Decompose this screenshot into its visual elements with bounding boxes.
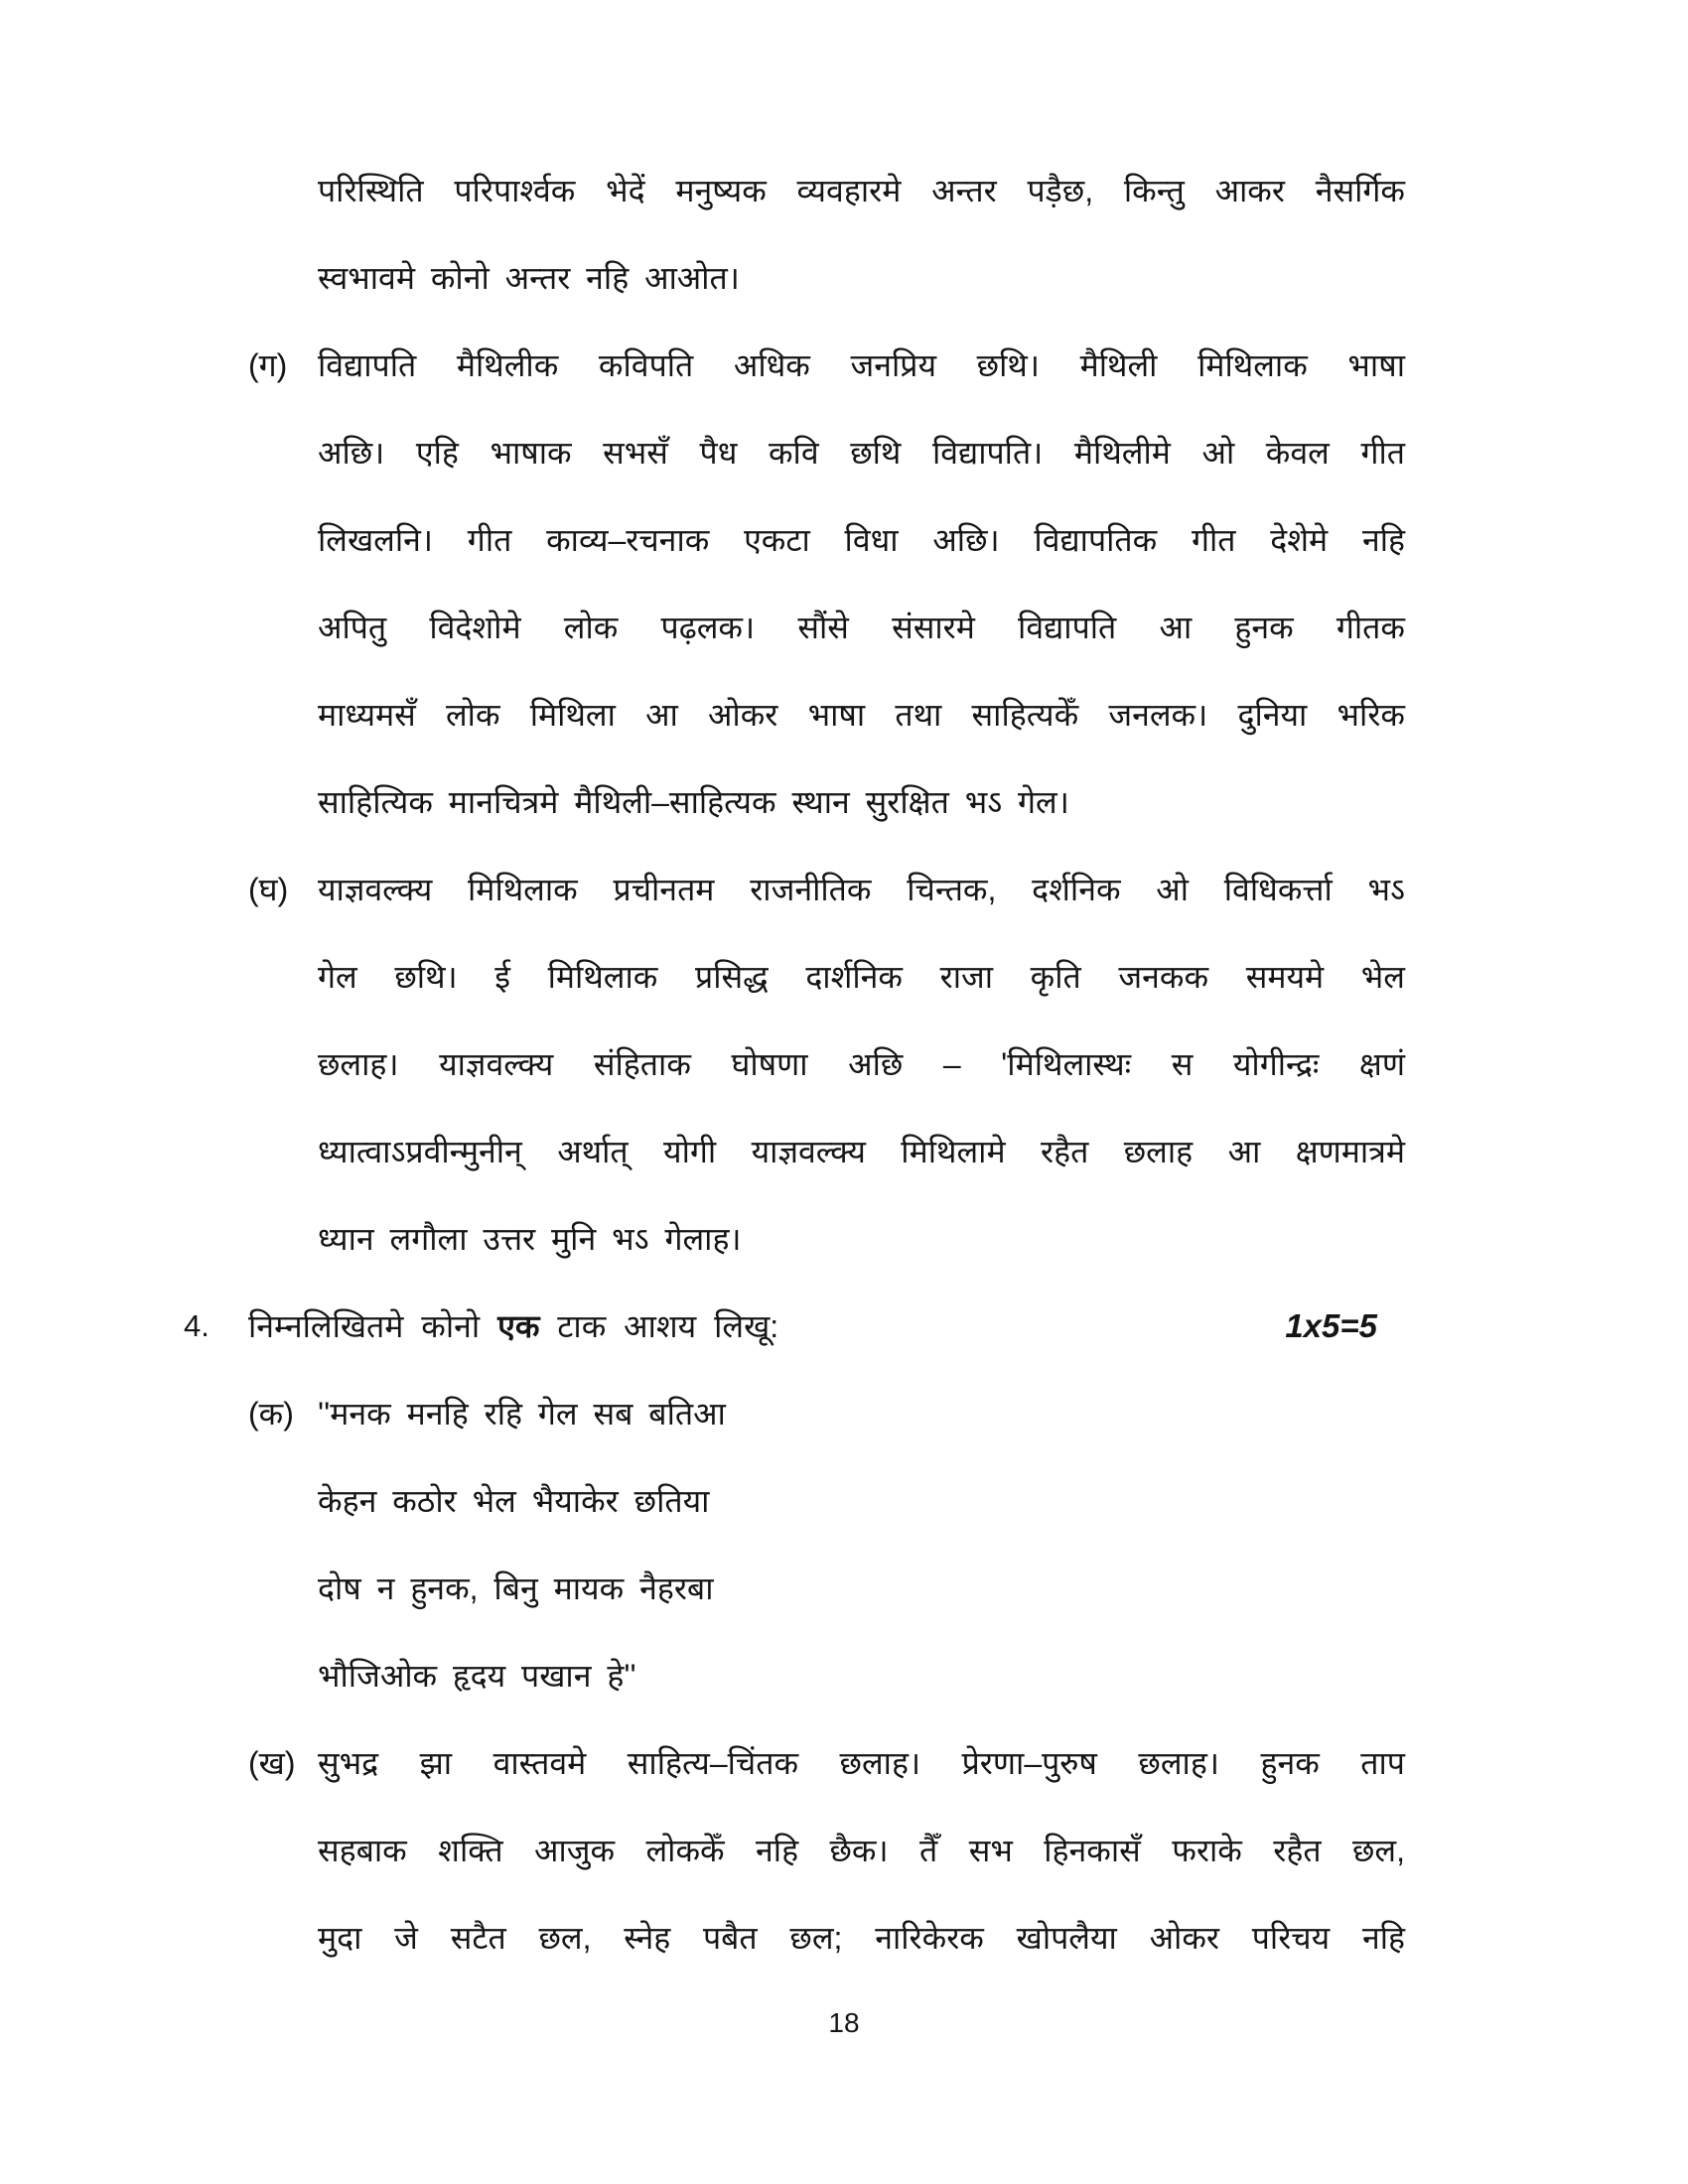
marks-value: 1x5=5 bbox=[1285, 1307, 1377, 1344]
question-text-row bbox=[248, 1283, 1405, 1370]
verse-text bbox=[318, 1370, 1405, 1719]
text-line: ध्यात्वाऽप्रवीन्मुनीन् अर्थात् योगी याज्ञवल्क्य मिथिलामे रहैत छलाह आ क्षणमात्रमे bbox=[318, 1134, 1405, 1169]
text-line: लिखलनि। गीत काव्य–रचनाक एकटा विधा अछि। विद्यापतिक गीत देशेमे नहि bbox=[318, 522, 1405, 558]
text-line: गेल छथि। ई मिथिलाक प्रसिद्ध दार्शनिक राजा कृति जनकक समयमे भेल bbox=[318, 959, 1405, 995]
question-text: निम्नलिखितमे कोनो एक टाक आशय लिखू: bbox=[248, 1308, 779, 1344]
verse-line: केहन कठोर भेल भैयाकेर छतिया bbox=[318, 1483, 710, 1519]
verse-line: भौजिओक हृदय पखान हे'' bbox=[318, 1658, 636, 1694]
text-line: सुभद्र झा वास्तवमे साहित्य–चिंतक छलाह। प्रेरणा–पुरुष छलाह। हुनक ताप bbox=[318, 1745, 1405, 1781]
paragraph-continuation bbox=[184, 147, 1405, 322]
paragraph-text bbox=[318, 322, 1405, 846]
text-line: याज्ञवल्क्य मिथिलाक प्रचीनतम राजनीतिक चिन्तक, दर्शनिक ओ विधिकर्त्ता भऽ bbox=[318, 872, 1405, 907]
text-line: मुदा जे सटैत छल, स्नेह पबैत छल; नारिकेरक खोपलैया ओकर परिचय नहि bbox=[318, 1920, 1405, 1956]
option-label: (क) bbox=[248, 1396, 294, 1432]
paragraph-text bbox=[318, 1719, 1405, 1981]
option-kha bbox=[184, 1719, 1405, 1981]
verse-line: ''मनक मनहि रहि गेल सब बतिआ bbox=[318, 1396, 726, 1432]
page-number: 18 bbox=[828, 2007, 860, 2038]
question-number: 4. bbox=[184, 1308, 210, 1343]
paragraph-text bbox=[318, 846, 1405, 1283]
option-ka bbox=[184, 1370, 1405, 1719]
text-line: छलाह। याज्ञवल्क्य संहिताक घोषणा अछि – 'मिथिलास्थः स योगीन्द्रः क्षणं bbox=[318, 1046, 1405, 1082]
text-line: अपितु विदेशोमे लोक पढ़लक। सौंसे संसारमे विद्यापति आ हुनक गीतक bbox=[318, 610, 1405, 645]
text-line: परिस्थिति परिपार्श्वक भेदें मनुष्यक व्यवहारमे अन्तर पड़ैछ, किन्तु आकर नैसर्गिक bbox=[318, 173, 1405, 208]
text-line: सहबाक शक्ति आजुक लोककेँ नहि छैक। तैँ सभ हिनकासँ फराके रहैत छल, bbox=[318, 1833, 1405, 1868]
text-line: विद्यापति मैथिलीक कविपति अधिक जनप्रिय छथि। मैथिली मिथिलाक भाषा bbox=[318, 347, 1405, 383]
text-line: स्वभावमे कोनो अन्तर नहि आओत। bbox=[318, 260, 740, 296]
question-text-bold: एक bbox=[497, 1308, 540, 1344]
text-line: माध्यमसँ लोक मिथिला आ ओकर भाषा तथा साहित्यकेँ जनलक। दुनिया भरिक bbox=[318, 697, 1405, 733]
section-ga bbox=[184, 322, 1405, 846]
page-content bbox=[184, 147, 1405, 1981]
section-gha bbox=[184, 846, 1405, 1283]
text-line: अछि। एहि भाषाक सभसँ पैध कवि छथि विद्यापति। मैथिलीमे ओ केवल गीत bbox=[318, 435, 1405, 471]
section-label: (घ) bbox=[248, 872, 289, 907]
text-line: साहित्यिक मानचित्रमे मैथिली–साहित्यक स्थान सुरक्षित भऽ गेल। bbox=[318, 784, 1069, 820]
verse-line: दोष न हुनक, बिनु मायक नैहरबा bbox=[318, 1570, 714, 1606]
section-label: (ग) bbox=[248, 347, 288, 383]
option-label: (ख) bbox=[248, 1745, 296, 1781]
question-4 bbox=[184, 1283, 1405, 1370]
paragraph-text bbox=[318, 147, 1405, 322]
text-line: ध्यान लगौला उत्तर मुनि भऽ गेलाह। bbox=[318, 1221, 742, 1257]
